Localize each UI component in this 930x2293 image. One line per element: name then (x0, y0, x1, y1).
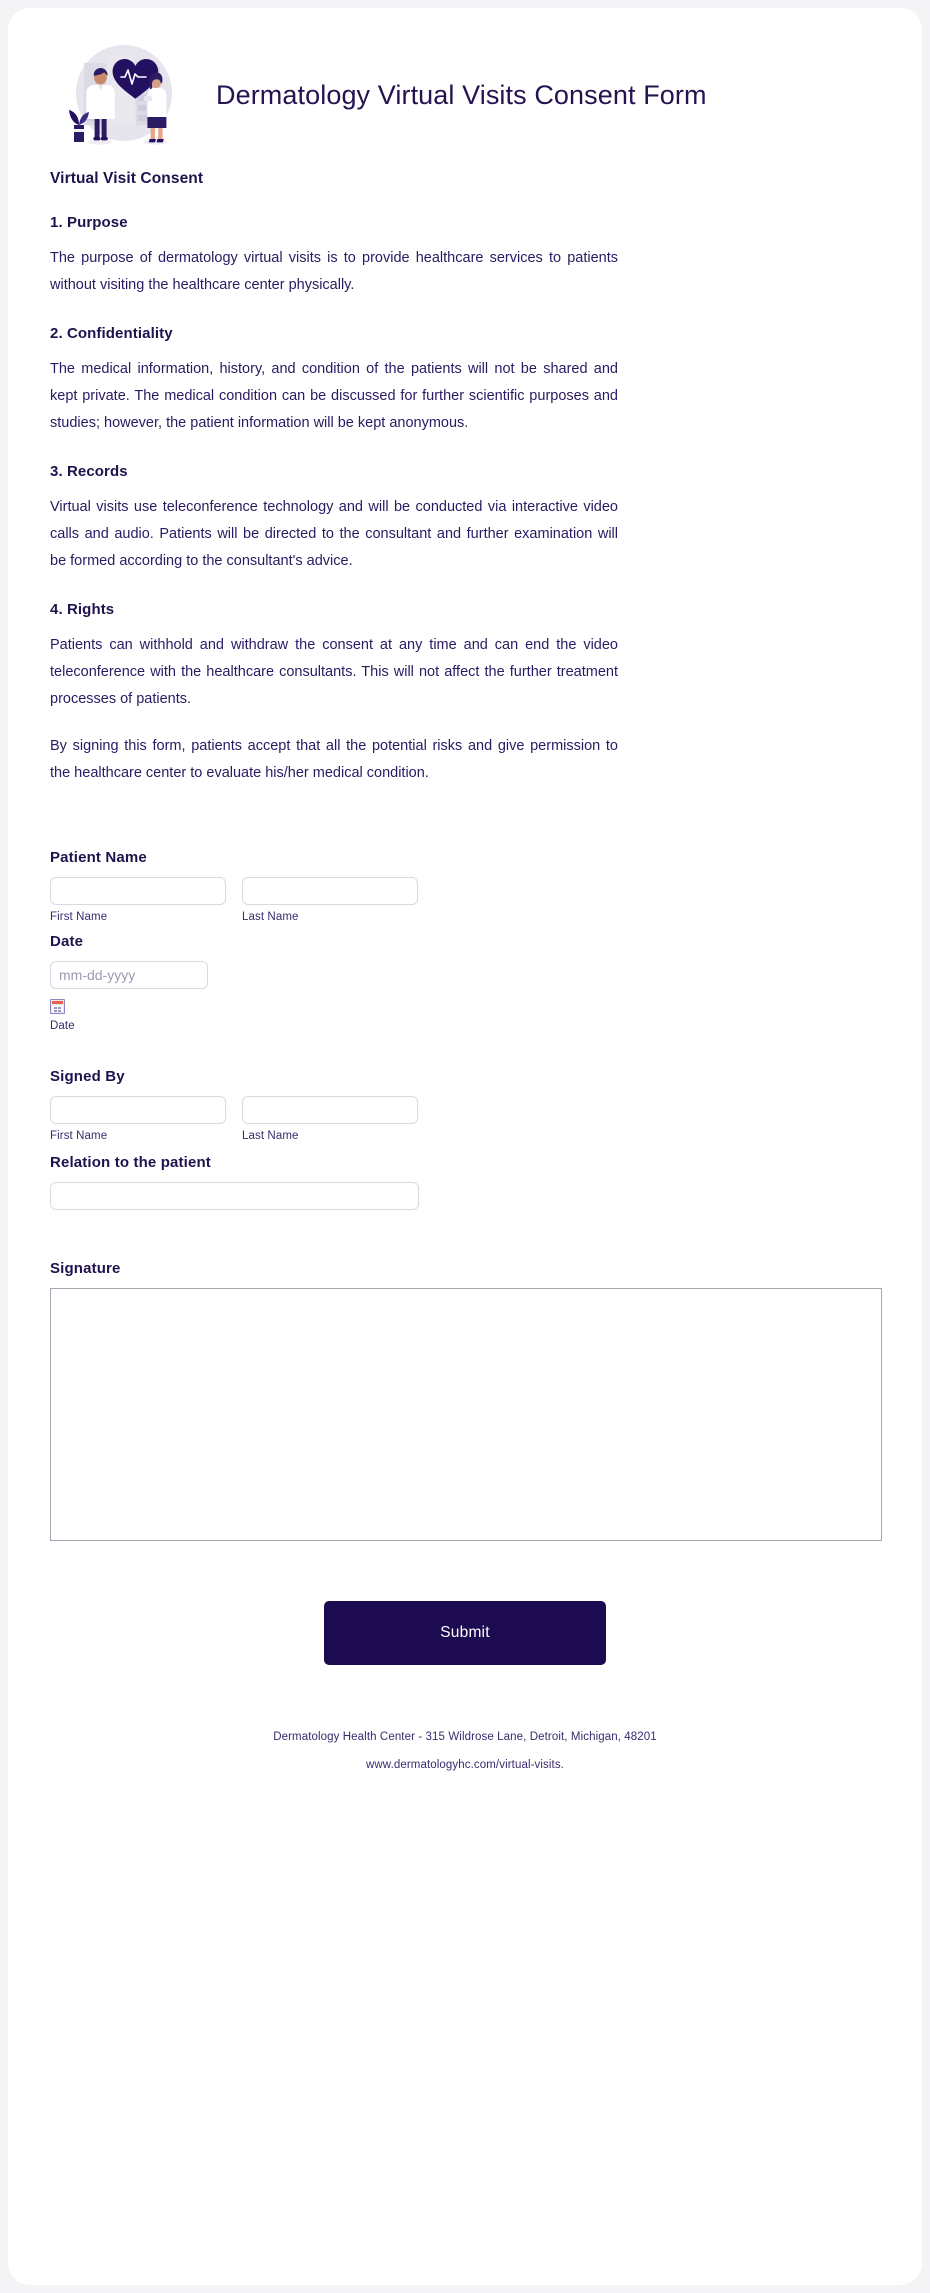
signed-by-group (50, 1068, 880, 1142)
submit-row (8, 1601, 922, 1665)
patient-name-row (50, 877, 880, 923)
page-title: Dermatology Virtual Visits Consent Form (216, 79, 707, 110)
patient-name-label: Patient Name (50, 849, 147, 866)
calendar-icon[interactable] (50, 999, 65, 1014)
date-field-wrap (50, 961, 880, 1032)
consent-section-1 (50, 214, 880, 299)
signature-label: Signature (50, 1260, 121, 1277)
patient-first-name-col (50, 877, 226, 923)
consent-title: Virtual Visit Consent (50, 170, 204, 187)
section-paragraph: Virtual visits use teleconference technology and will be conducted via interactive video calls and audio. Patients will be directed to the consultant and further examination will be formed according to the consultant's advice. (50, 499, 618, 569)
signed-by-last-name-col (242, 1096, 418, 1142)
form-footer (8, 1731, 922, 1771)
submit-button[interactable]: Submit (324, 1601, 606, 1665)
section-paragraph: The purpose of dermatology virtual visits is to provide healthcare services to patients without visiting the healthcare center physically. (50, 250, 618, 293)
section-heading-rights: 4. Rights (50, 601, 115, 618)
form-header (8, 8, 922, 148)
relation-input[interactable] (50, 1182, 419, 1210)
section-paragraph: Patients can withhold and withdraw the consent at any time and can end the video teleconference with the healthcare consultants. This will not affect the further treatment processes of patients. (50, 637, 618, 707)
signed-by-first-name-sublabel: First Name (50, 1130, 108, 1142)
relation-label: Relation to the patient (50, 1154, 211, 1171)
consent-section-2 (50, 325, 880, 437)
signed-by-last-name-input[interactable] (242, 1096, 418, 1124)
consent-body (8, 170, 922, 787)
relation-group (50, 1154, 880, 1210)
date-group (50, 933, 880, 1032)
section-heading-records: 3. Records (50, 463, 128, 480)
patient-first-name-input[interactable] (50, 877, 226, 905)
form-card (8, 8, 922, 2285)
footer-website: www.dermatologyhc.com/virtual-visits. (366, 1759, 564, 1771)
consent-form (8, 849, 922, 1210)
patient-last-name-col (242, 877, 418, 923)
date-sublabel: Date (50, 1020, 75, 1032)
patient-last-name-sublabel: Last Name (242, 911, 299, 923)
section-heading-confidentiality: 2. Confidentiality (50, 325, 173, 342)
patient-name-group (50, 849, 880, 923)
patient-last-name-input[interactable] (242, 877, 418, 905)
signature-group (8, 1260, 922, 1541)
signature-canvas[interactable] (50, 1288, 882, 1541)
consent-section-3 (50, 463, 880, 575)
signed-by-label: Signed By (50, 1068, 125, 1085)
section-heading-purpose: 1. Purpose (50, 214, 128, 231)
doctors-heartbeat-illustration (50, 41, 190, 149)
date-input[interactable] (50, 961, 208, 989)
signed-by-last-name-sublabel: Last Name (242, 1130, 299, 1142)
date-label: Date (50, 933, 84, 950)
section-paragraph: The medical information, history, and condition of the patients will not be shared and kept private. The medical condition can be discussed for further scientific purposes and studies; however, the patient information will be kept anonymous. (50, 361, 618, 431)
signed-by-row (50, 1096, 880, 1142)
consent-section-4 (50, 601, 880, 787)
patient-first-name-sublabel: First Name (50, 911, 108, 923)
section-paragraph-closing: By signing this form, patients accept that all the potential risks and give permission to the healthcare center to evaluate his/her medical condition. (50, 738, 618, 781)
signed-by-first-name-input[interactable] (50, 1096, 226, 1124)
signed-by-first-name-col (50, 1096, 226, 1142)
footer-address: Dermatology Health Center - 315 Wildrose Lane, Detroit, Michigan, 48201 (273, 1731, 657, 1743)
